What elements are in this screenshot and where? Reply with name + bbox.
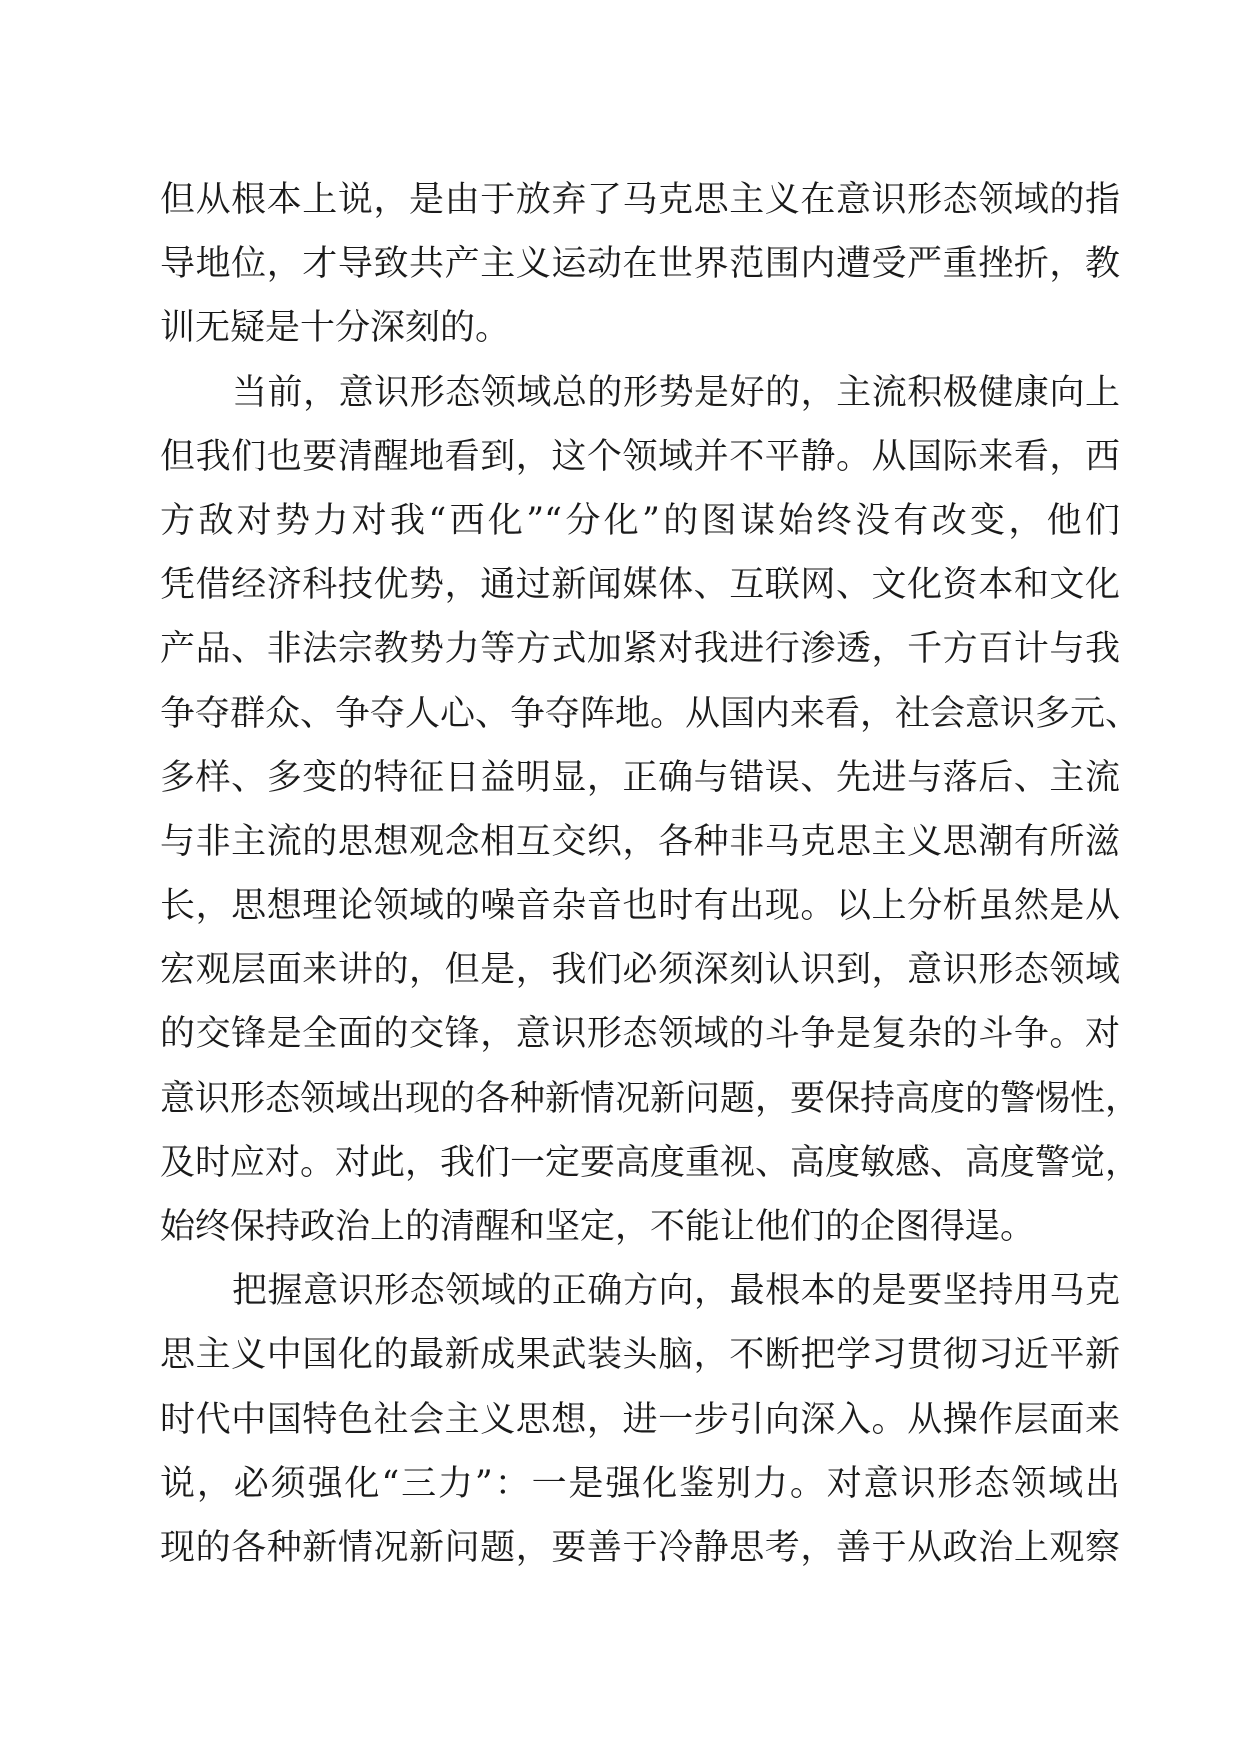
text-line: 训无疑是十分深刻的。 [160,308,511,349]
paragraph-3 [160,1259,1120,1580]
document-body [160,168,1141,1580]
text-line: 但从根本上说，是由于放弃了马克思主义在意识形态领域的指 [160,180,1120,220]
text-line: 当前，意识形态领域总的形势是好的，主流积极健康向上 [232,372,1120,413]
text-line: 方敌对势力对我“西化”“分化”的图谋始终没有改变，他们 [160,500,1120,541]
text-line: 凭借经济科技优势，通过新闻媒体、互联网、文化资本和文化 [160,565,1120,606]
text-line: 时代中国特色社会主义思想，进一步引向深入。从操作层面来 [160,1399,1120,1440]
text-line: 产品、非法宗教势力等方式加紧对我进行渗透，千方百计与我 [160,629,1120,670]
text-line: 但我们也要清醒地看到，这个领域并不平静。从国际来看，西 [160,436,1120,477]
text-line: 思主义中国化的最新成果武装头脑，不断把学习贯彻习近平新 [160,1335,1120,1376]
text-line: 长，思想理论领域的噪音杂音也时有出现。以上分析虽然是从 [160,886,1120,927]
text-line: 与非主流的思想观念相互交织，各种非马克思主义思潮有所滋 [160,821,1120,862]
text-line: 说，必须强化“三力”：一是强化鉴别力。对意识形态领域出 [160,1463,1120,1504]
text-line: 导地位，才导致共产主义运动在世界范围内遭受严重挫折，教 [160,244,1120,285]
text-line: 宏观层面来讲的，但是，我们必须深刻认识到，意识形态领域 [160,950,1120,991]
text-line: 意识形态领域出现的各种新情况新问题，要保持高度的警惕性， [160,1078,1141,1119]
text-line: 现的各种新情况新问题，要善于冷静思考，善于从政治上观察 [160,1527,1120,1568]
paragraph-1 [160,168,1120,361]
text-line: 多样、多变的特征日益明显，正确与错误、先进与落后、主流 [160,757,1120,798]
text-line: 的交锋是全面的交锋，意识形态领域的斗争是复杂的斗争。对 [160,1014,1120,1055]
text-line: 把握意识形态领域的正确方向，最根本的是要坚持用马克 [232,1271,1120,1312]
paragraph-2 [160,361,1141,1260]
text-line: 争夺群众、争夺人心、争夺阵地。从国内来看，社会意识多元、 [160,693,1141,734]
text-line: 及时应对。对此，我们一定要高度重视、高度敏感、高度警觉， [160,1142,1141,1183]
text-line: 始终保持政治上的清醒和坚定，不能让他们的企图得逞。 [160,1207,1036,1247]
